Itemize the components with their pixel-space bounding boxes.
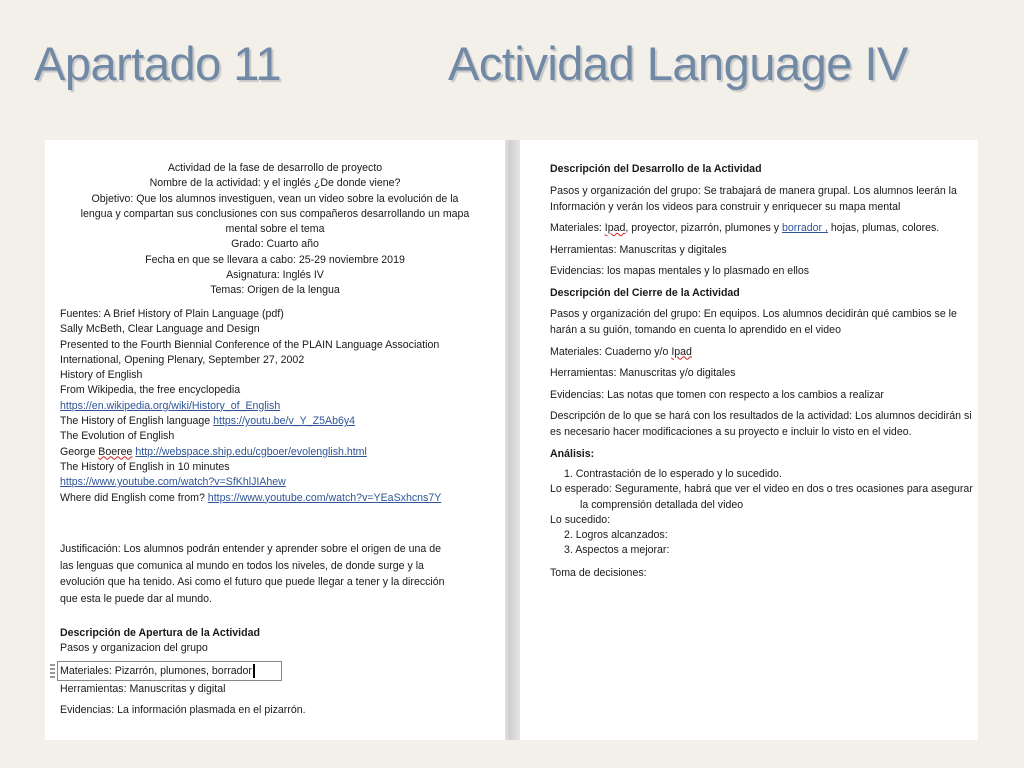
justification-line: Justificación: Los alumnos podrán entender y aprender sobre el origen de una de: [60, 543, 442, 555]
closing-evidencias: Evidencias: Las notas que tomen con respecto a los cambios a realizar: [550, 388, 884, 401]
misspelled-word: Boeree: [98, 445, 133, 458]
source-text: The History of English language: [60, 415, 214, 428]
source-line: International, Opening Plenary, September 27, 2002: [60, 353, 305, 366]
header-line: mental sobre el tema: [225, 223, 325, 236]
analysis-item-2: 2. Logros alcanzados:: [564, 529, 668, 542]
underlined-word: borrador ,: [782, 222, 828, 234]
sources-list: [60, 307, 441, 506]
closing-herramientas: Herramientas: Manuscritas y/o digitales: [550, 367, 736, 379]
wikipedia-link[interactable]: https://en.wikipedia.org/wiki/History_of_English: [60, 399, 281, 412]
youtube-link[interactable]: https://youtu.be/v_Y_Z5Ab6y4: [213, 415, 356, 428]
lo-esperado: Lo esperado: Seguramente, habrá que ver el video en dos o tres ocasiones para asegurar la comprensión detallada del video: [550, 483, 973, 511]
opening-heading: Descripción de Apertura de la Actividad: [60, 627, 260, 639]
document-page-right: [520, 140, 978, 740]
youtube-link[interactable]: https://www.youtube.com/watch?v=SfKhlJIAhew: [60, 476, 286, 489]
source-line: History of English: [60, 369, 143, 382]
source-line: Sally McBeth, Clear Language and Design: [60, 323, 260, 336]
closing-heading: Descripción del Cierre de la Actividad: [550, 286, 740, 299]
toma-de-decisiones: Toma de decisiones:: [550, 566, 647, 579]
header-line: Nombre de la actividad: y el inglés ¿De donde viene?: [149, 177, 401, 190]
lo-sucedido: Lo sucedido:: [550, 513, 611, 526]
youtube-link[interactable]: https://www.youtube.com/watch?v=YEaSxhcns7Y: [207, 491, 442, 504]
justification-line: las lenguas que comunica al mundo en todos los niveles, de donde surge y la: [60, 559, 424, 572]
opening-evidencias: Evidencias: La información plasmada en el pizarrón.: [60, 703, 306, 716]
header-line: lengua y compartan sus conclusiones con sus compañeros desarrollando un mapa: [80, 207, 470, 220]
page-divider: [505, 140, 520, 740]
webspace-link[interactable]: http://webspace.ship.edu/cgboer/evolenglish.html: [135, 445, 367, 458]
misspelled-word: Ipad: [604, 222, 626, 234]
justification-line: evolución que ha tenido. Asi como el futuro que puede llegar a tener y la dirección: [60, 576, 445, 589]
slide-title-right: Actividad Language IV: [448, 37, 908, 90]
source-line: The Evolution of English: [60, 430, 175, 443]
development-heading: Descripción del Desarrollo de la Actividad: [550, 163, 762, 175]
development-materiales: [550, 220, 975, 236]
text-cursor: [253, 664, 255, 678]
header-line: Actividad de la fase de desarrollo de proyecto: [167, 162, 383, 174]
results-description: Descripción de lo que se hará con los resultados de la actividad: Los alumnos decidirán si es necesario hacer modificaciones a su proyecto e incluir lo visto en el video.: [550, 410, 972, 438]
source-line: Presented to the Fourth Biennial Conference of the PLAIN Language Association: [60, 338, 440, 351]
development-pasos: Pasos y organización del grupo: Se trabajará de manera grupal. Los alumnos leerán la Información y verán los videos para construir y enriquecer su mapa mental: [550, 184, 957, 213]
document-page-left: [45, 140, 505, 740]
text: Materiales: Cuaderno y/o: [550, 345, 672, 358]
text: hojas, plumas, colores.: [827, 222, 940, 234]
source-line: Fuentes: A Brief History of Plain Language (pdf): [60, 308, 284, 320]
header-line: Temas: Origen de la lengua: [210, 284, 340, 297]
opening-pasos: Pasos y organizacion del grupo: [60, 642, 208, 655]
development-herramientas: Herramientas: Manuscritas y digitales: [550, 243, 727, 256]
header-line: Grado: Cuarto año: [231, 238, 319, 251]
analysis-heading: Análisis:: [550, 447, 595, 460]
header-line: Asignatura: Inglés IV: [226, 269, 324, 282]
opening-section: [60, 626, 306, 718]
analysis-item-1: 1. Contrastación de lo esperado y lo sucedido.: [564, 468, 782, 480]
opening-materiales: Materiales: Pizarrón, plumones, borrador: [60, 664, 252, 677]
closing-pasos: Pasos y organización del grupo: En equipos. Los alumnos decidirán qué cambios se le harán a su guión, tomando en cuenta lo aprendido en el video: [550, 308, 957, 336]
development-evidencias: Evidencias: los mapas mentales y lo plasmado en ellos: [550, 265, 810, 277]
slide-title-left: Apartado 11: [34, 37, 282, 90]
misspelled-word: Ipad: [671, 345, 692, 358]
opening-herramientas: Herramientas: Manuscritas y digital: [60, 682, 226, 695]
analysis-item-3: 3. Aspectos a mejorar:: [564, 544, 670, 557]
drag-handle-icon[interactable]: [50, 664, 55, 678]
activity-header: [45, 161, 505, 299]
justification: [60, 541, 445, 608]
text: Materiales:: [550, 222, 605, 234]
materiales-text-box[interactable]: [57, 661, 282, 681]
header-line: Objetivo: Que los alumnos investiguen, vean un video sobre la evolución de la: [91, 192, 459, 205]
closing-materiales: [550, 344, 975, 360]
header-line: Fecha en que se llevara a cabo: 25-29 noviembre 2019: [145, 253, 405, 266]
source-line: From Wikipedia, the free encyclopedia: [60, 384, 241, 397]
source-text: Where did English come from?: [60, 491, 208, 504]
source-line: The History of English in 10 minutes: [60, 460, 230, 473]
source-text: George: [60, 445, 99, 458]
justification-line: que esta le puede dar al mundo.: [60, 593, 212, 606]
text: , proyector, pizarrón, plumones y: [625, 222, 783, 234]
